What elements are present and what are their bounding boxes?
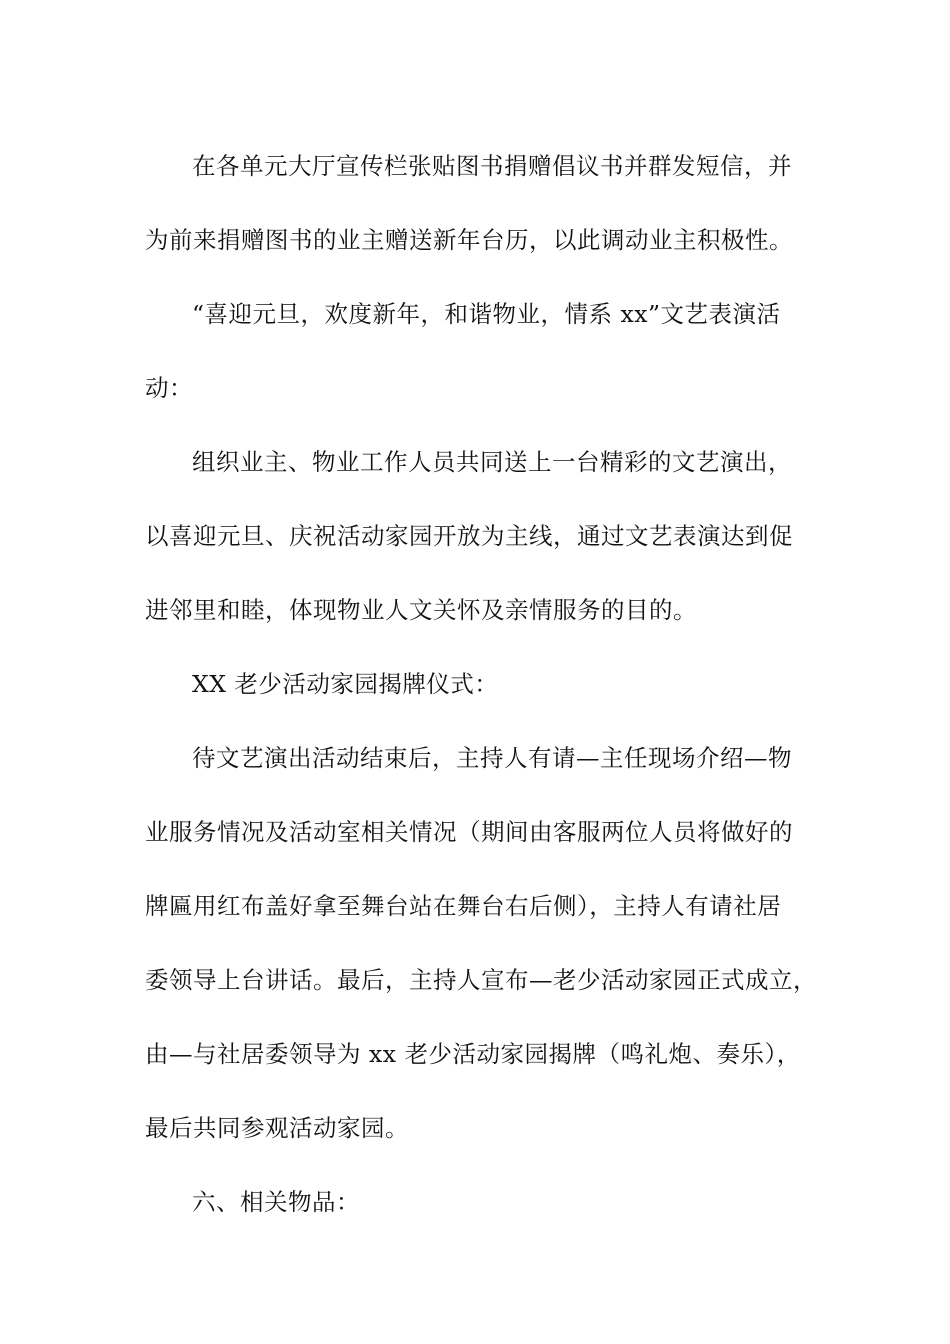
text-line: 动：	[145, 374, 193, 402]
text-line: “喜迎元旦，欢度新年，和谐物业，情系 xx”文艺表演活	[192, 300, 781, 328]
text-line: 业服务情况及活动室相关情况（期间由客服两位人员将做好的	[145, 818, 793, 846]
text-line: 为前来捐赠图书的业主赠送新年台历，以此调动业主积极性。	[145, 226, 793, 254]
paragraph-unveiling-heading	[145, 647, 825, 721]
paragraph-performance-body	[145, 425, 825, 647]
text-line: 组织业主、物业工作人员共同送上一台精彩的文艺演出，	[192, 448, 792, 476]
text-line: 最后共同参观活动家园。	[145, 1114, 409, 1142]
text-line: 牌匾用红布盖好拿至舞台站在舞台右后侧），主持人有请社居	[145, 892, 782, 920]
text-line: 以喜迎元旦、庆祝活动家园开放为主线，通过文艺表演达到促	[145, 522, 793, 550]
text-line: 由—与社居委领导为 xx 老少活动家园揭牌（鸣礼炮、奏乐），	[145, 1040, 801, 1068]
text-line: 六、相关物品：	[192, 1188, 360, 1216]
text-line: 待文艺演出活动结束后，主持人有请—主任现场介绍—物	[192, 744, 792, 772]
paragraph-book-donation	[145, 129, 825, 277]
paragraph-unveiling-body	[145, 721, 825, 1165]
paragraph-performance-heading	[145, 277, 825, 425]
section-heading-related-items	[145, 1165, 825, 1239]
text-line: 在各单元大厅宣传栏张贴图书捐赠倡议书并群发短信，并	[192, 152, 792, 180]
text-line: 委领导上台讲话。最后，主持人宣布—老少活动家园正式成立，	[145, 966, 817, 994]
text-line: 进邻里和睦，体现物业人文关怀及亲情服务的目的。	[145, 596, 697, 624]
text-line: XX 老少活动家园揭牌仪式：	[192, 670, 499, 698]
document-body	[145, 129, 825, 1239]
